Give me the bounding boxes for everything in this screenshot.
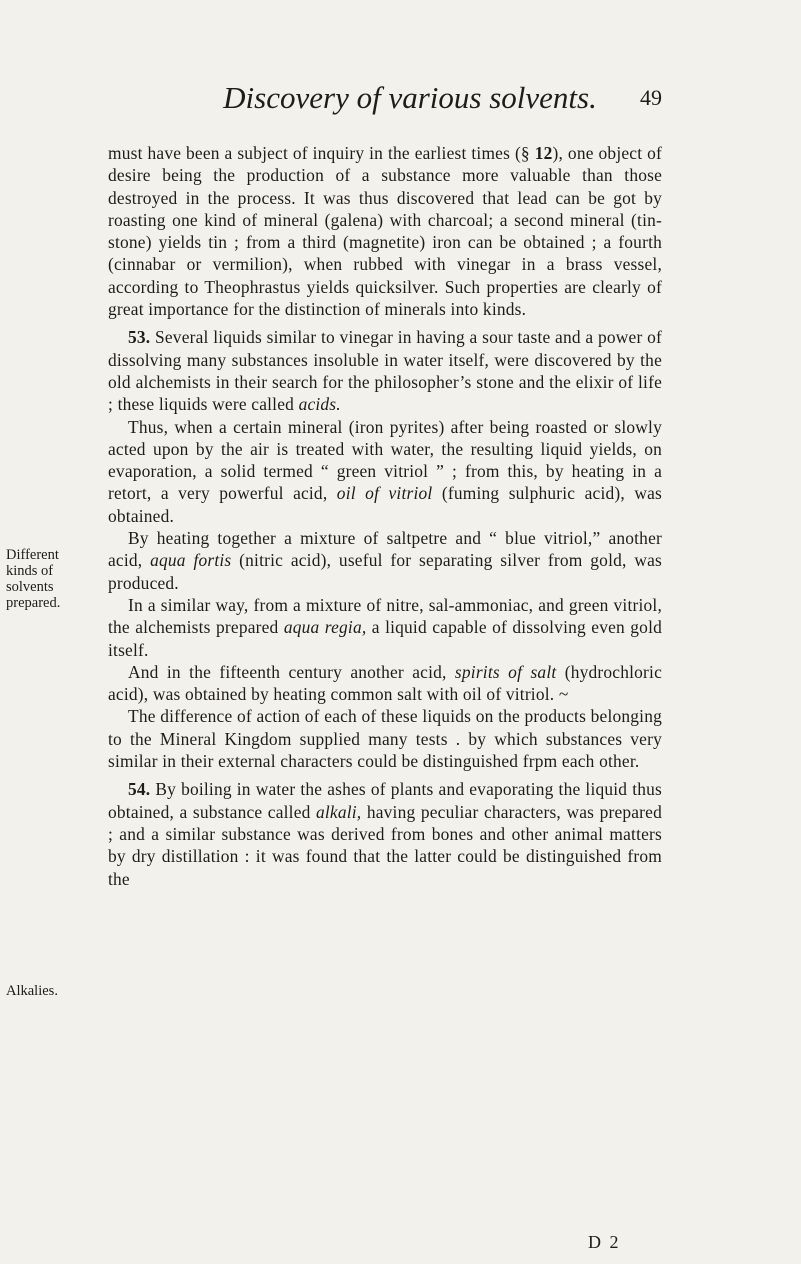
signature-mark: D 2 xyxy=(588,1232,621,1252)
paragraph: The difference of action of each of these liquids on the products belonging to the Mineral Kingdom supplied many tests . by which substances very similar in their external characters could be distinguished frpm each other. xyxy=(108,706,662,772)
running-title: Discovery of various solvents. xyxy=(223,80,597,115)
page-number: 49 xyxy=(640,85,662,110)
section-number: 53. xyxy=(128,327,151,348)
paragraph-53: 53. Several liquids similar to vinegar in having a sour taste and a power of dissolving many substances insoluble in water itself, were discovered by the old alchemists in their search for the philosopher’s stone and the elixir of life ; these liquids were called acids. xyxy=(108,327,662,415)
margin-note-alkalies: Alkalies. xyxy=(6,983,58,999)
paragraph: In a similar way, from a mixture of nitre, sal-ammoniac, and green vitriol, the alchemists prepared aqua regia, a liquid capable of dissolving even gold itself. xyxy=(108,594,662,660)
paragraph-54: 54. By boiling in water the ashes of plants and evaporating the liquid thus obtained, a substance called alkali, having peculiar characters, was prepared ; and a similar substance was derived from bones and other animal matters by dry distillation : it was found that the latter could be distinguished from the xyxy=(108,779,662,889)
section-number: 54. xyxy=(128,779,151,800)
paragraph: By heating together a mixture of saltpetre and “ blue vitriol,” another acid, aqua fortis (nitric acid), useful for separating silver from gold, was produced. xyxy=(108,528,662,593)
paragraph: must have been a subject of inquiry in the earliest times (§ 12), one object of desire being the production of a substance more valuable than those destroyed in the process. It was thus discovered that lead can be got by roasting one kind of mineral (galena) with charcoal; a second mineral (tin-stone) yields tin ; from a third (magnetite) iron can be obtained ; a fourth (cinnabar or vermilion), when rubbed with vinegar in a brass vessel, according to Theophrastus yields quicksilver. Such properties are clearly of great importance for the distinction of minerals into kinds. xyxy=(108,143,662,320)
margin-note-solvents: Different kinds of solvents prepared. xyxy=(6,547,61,611)
page-header xyxy=(0,80,801,120)
paragraph: Thus, when a certain mineral (iron pyrites) after being roasted or slowly acted upon by the air is treated with water, the resulting liquid yields, on evaporation, a solid termed “ green vitriol ” ; from this, by heating in a retort, a very powerful acid, oil of vitriol (fuming sulphuric acid), was obtained. xyxy=(108,416,662,526)
paragraph: And in the fifteenth century another acid, spirits of salt (hydrochloric acid), was obtained by heating common salt with oil of vitriol. ~ xyxy=(108,661,662,705)
section-reference: 12 xyxy=(534,143,553,163)
body-text xyxy=(108,142,662,890)
